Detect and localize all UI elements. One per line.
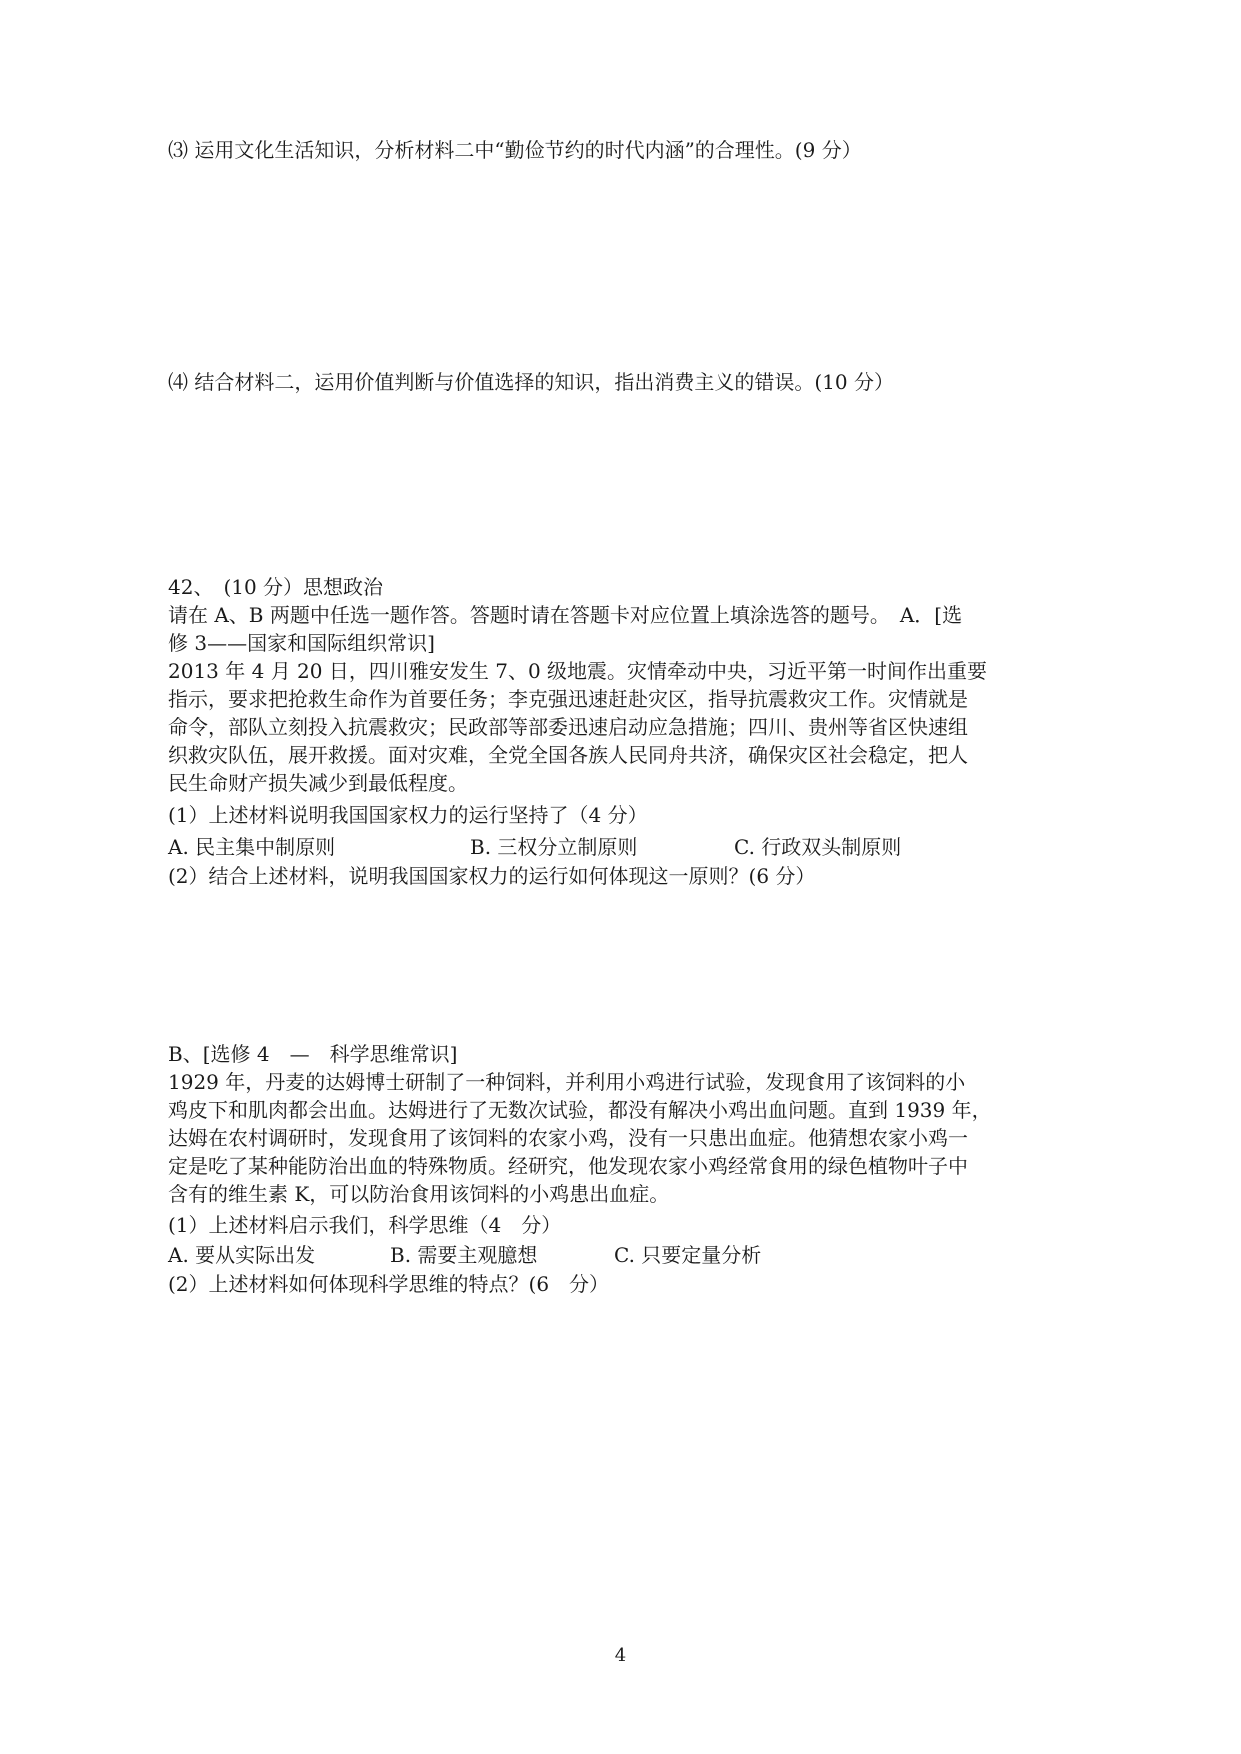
part-b-option-a: A. 要从实际出发	[168, 1243, 316, 1267]
material-b-line: 定是吃了某种能防治出血的特殊物质。经研究，他发现农家小鸡经常食用的绿色植物叶子中	[168, 1154, 968, 1178]
material-b-line: 含有的维生素 K，可以防治食用该饲料的小鸡患出血症。	[168, 1182, 670, 1206]
material-b-line: 1929 年，丹麦的达姆博士研制了一种饲料，并利用小鸡进行试验，发现食用了该饲料的小	[168, 1070, 966, 1094]
material-a-line: 指示，要求把抢救生命作为首要任务；李克强迅速赶赴灾区，指导抗震救灾工作。灾情就是	[168, 687, 968, 711]
question-42-header: 42、 (10 分）思想政治	[168, 575, 384, 599]
part-b-option-b: B. 需要主观臆想	[390, 1243, 538, 1267]
material-a-line: 织救灾队伍，展开救援。面对灾难，全党全国各族人民同舟共济，确保灾区社会稳定，把人	[168, 743, 968, 767]
material-b-line: 达姆在农村调研时，发现食用了该饲料的农家小鸡，没有一只患出血症。他猜想农家小鸡一	[168, 1126, 968, 1150]
question-42-intro-line-2: 修 3——国家和国际组织常识]	[168, 631, 435, 655]
material-b-line: 鸡皮下和肌肉都会出血。达姆进行了无数次试验，都没有解决小鸡出血问题。直到 1939 年，	[168, 1098, 992, 1122]
material-a-line: 命令，部队立刻投入抗震救灾；民政部等部委迅速启动应急措施；四川、贵州等省区快速组	[168, 715, 968, 739]
part-a-option-b: B. 三权分立制原则	[470, 835, 638, 859]
question-4: ⑷ 结合材料二，运用价值判断与价值选择的知识，指出消费主义的错误。(10 分）	[168, 370, 894, 394]
part-a-option-c: C. 行政双头制原则	[734, 835, 902, 859]
part-b-sub-question-1: (1）上述材料启示我们，科学思维（4 分）	[168, 1213, 562, 1237]
part-a-sub-question-2: (2）结合上述材料，说明我国国家权力的运行如何体现这一原则？(6 分）	[168, 864, 816, 888]
part-a-option-a: A. 民主集中制原则	[168, 835, 336, 859]
part-b-header: B、[选修 4 — 科学思维常识]	[168, 1042, 458, 1066]
part-b-sub-question-2: (2）上述材料如何体现科学思维的特点？(6 分）	[168, 1272, 610, 1296]
part-a-sub-question-1: (1）上述材料说明我国国家权力的运行坚持了（4 分）	[168, 803, 648, 827]
question-3: ⑶ 运用文化生活知识，分析材料二中“勤俭节约的时代内涵”的合理性。(9 分）	[168, 138, 862, 162]
part-b-option-c: C. 只要定量分析	[614, 1243, 762, 1267]
question-42-intro-line-1: 请在 A、B 两题中任选一题作答。答题时请在答题卡对应位置上填涂选答的题号。 A．[选	[168, 603, 963, 627]
material-a-line: 民生命财产损失减少到最低程度。	[168, 771, 468, 795]
page-number: 4	[614, 1645, 627, 1666]
material-a-line: 2013 年 4 月 20 日，四川雅安发生 7、0 级地震。灾情牵动中央，习近平第一时间作出重要	[168, 659, 988, 683]
